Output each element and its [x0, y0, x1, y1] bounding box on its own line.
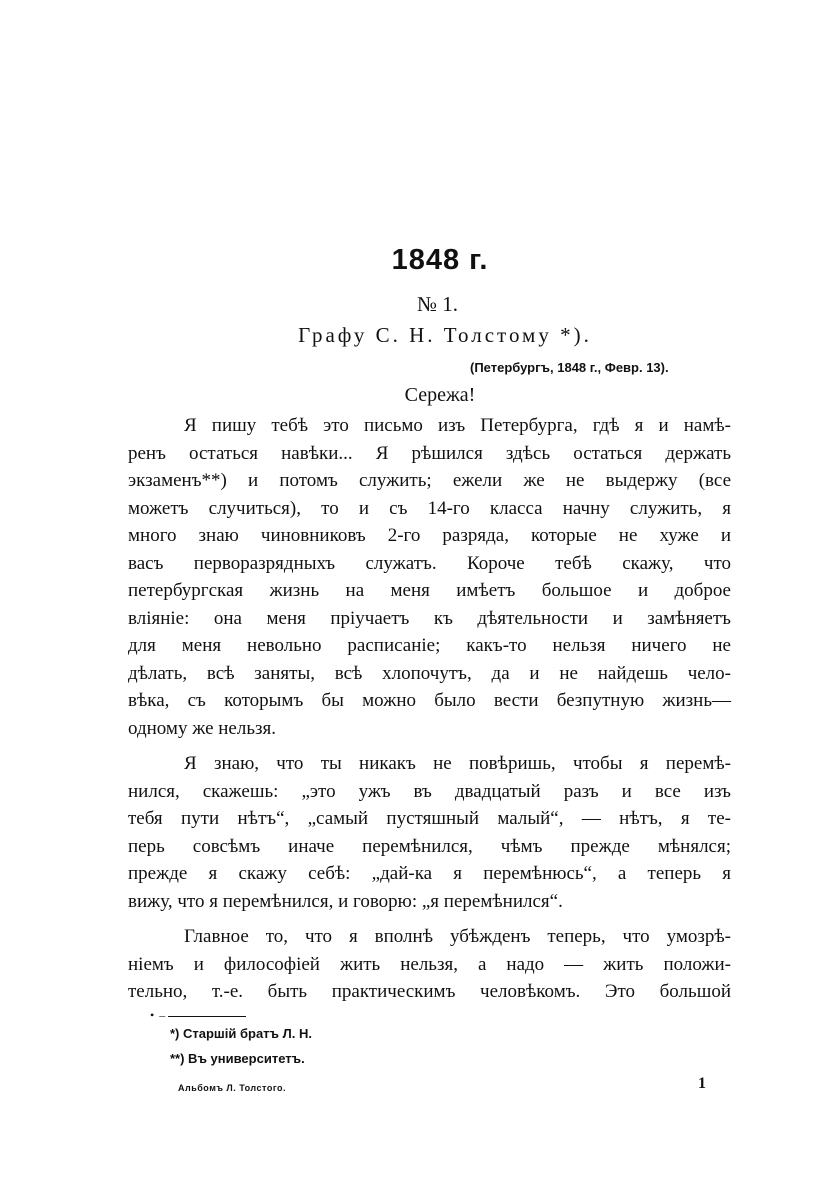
text-line: вѣка, съ которымъ бы можно было вести безпутную жизнь— [128, 690, 731, 711]
footnote-rule-dots: •– [150, 1008, 171, 1022]
footnote-2: **) Въ университетъ. [170, 1051, 305, 1066]
text-line: васъ перворазрядныхъ служатъ. Короче тебѣ скажу, что [128, 552, 731, 574]
text-line: много знаю чиновниковъ 2-го разряда, которые не хуже и [128, 525, 731, 546]
text-line: можетъ случиться), то и съ 14-го класса начну служить, я [128, 497, 731, 519]
text-line: вижу, что я перемѣнился, и говорю: „я перемѣнился“. [128, 890, 563, 912]
text-line: экзаменъ**) и потомъ служить; ежели же не выдержу (все [128, 470, 731, 491]
text-line: для меня невольно расписаніе; какъ-то нельзя ничего не [128, 635, 731, 656]
text-line: вліяніе: она меня пріучаетъ къ дѣятельности и замѣняетъ [128, 607, 731, 629]
text-line: ренъ остаться навѣки... Я рѣшился здѣсь остаться держать [128, 442, 731, 464]
letter-number: № 1. [416, 292, 459, 316]
text-line: ніемъ и философіей жить нельзя, а надо — жить положи- [128, 953, 731, 975]
text-line: одному же нельзя. [128, 717, 277, 739]
year-heading: 1848 г. [391, 244, 489, 276]
text-line: Я знаю, что ты никакъ не повѣришь, чтобы я перемѣ- [184, 753, 731, 774]
letter-dateline: (Петербургъ, 1848 г., Февр. 13). [470, 360, 669, 375]
footnote-1: *) Старшій братъ Л. Н. [170, 1026, 312, 1041]
text-line: нился, скажешь: „это ужъ въ двадцатый разъ и все изъ [128, 780, 731, 802]
page-number: 1 [698, 1075, 706, 1092]
text-line: перь совсѣмъ иначе перемѣнился, чѣмъ прежде мѣнялся; [128, 835, 731, 857]
letter-addressee: Графу С. Н. Толстому *). [298, 323, 592, 347]
text-line: дѣлать, всѣ заняты, всѣ хлопочутъ, да и не найдешь чело- [128, 662, 731, 684]
letter-body [128, 412, 731, 1006]
text-line: Я пишу тебѣ это письмо изъ Петербурга, гдѣ я и намѣ- [184, 415, 731, 436]
text-line: тебя пути нѣтъ“, „самый пустяшный малый“, — нѣтъ, я те- [128, 808, 731, 829]
text-line: прежде я скажу себѣ: „дай-ка я перемѣнюсь“, а теперь я [128, 863, 731, 884]
footnote-rule [168, 1016, 246, 1017]
text-line: петербургская жизнь на меня имѣетъ большое и доброе [128, 580, 731, 601]
printer-signature: Альбомъ Л. Толстого. [178, 1083, 286, 1093]
letter-salutation: Сережа! [404, 384, 476, 406]
text-line: Главное то, что я вполнѣ убѣжденъ теперь, что умозрѣ- [184, 926, 731, 947]
text-line: тельно, т.-е. быть практическимъ человѣкомъ. Это большой [128, 981, 731, 1002]
